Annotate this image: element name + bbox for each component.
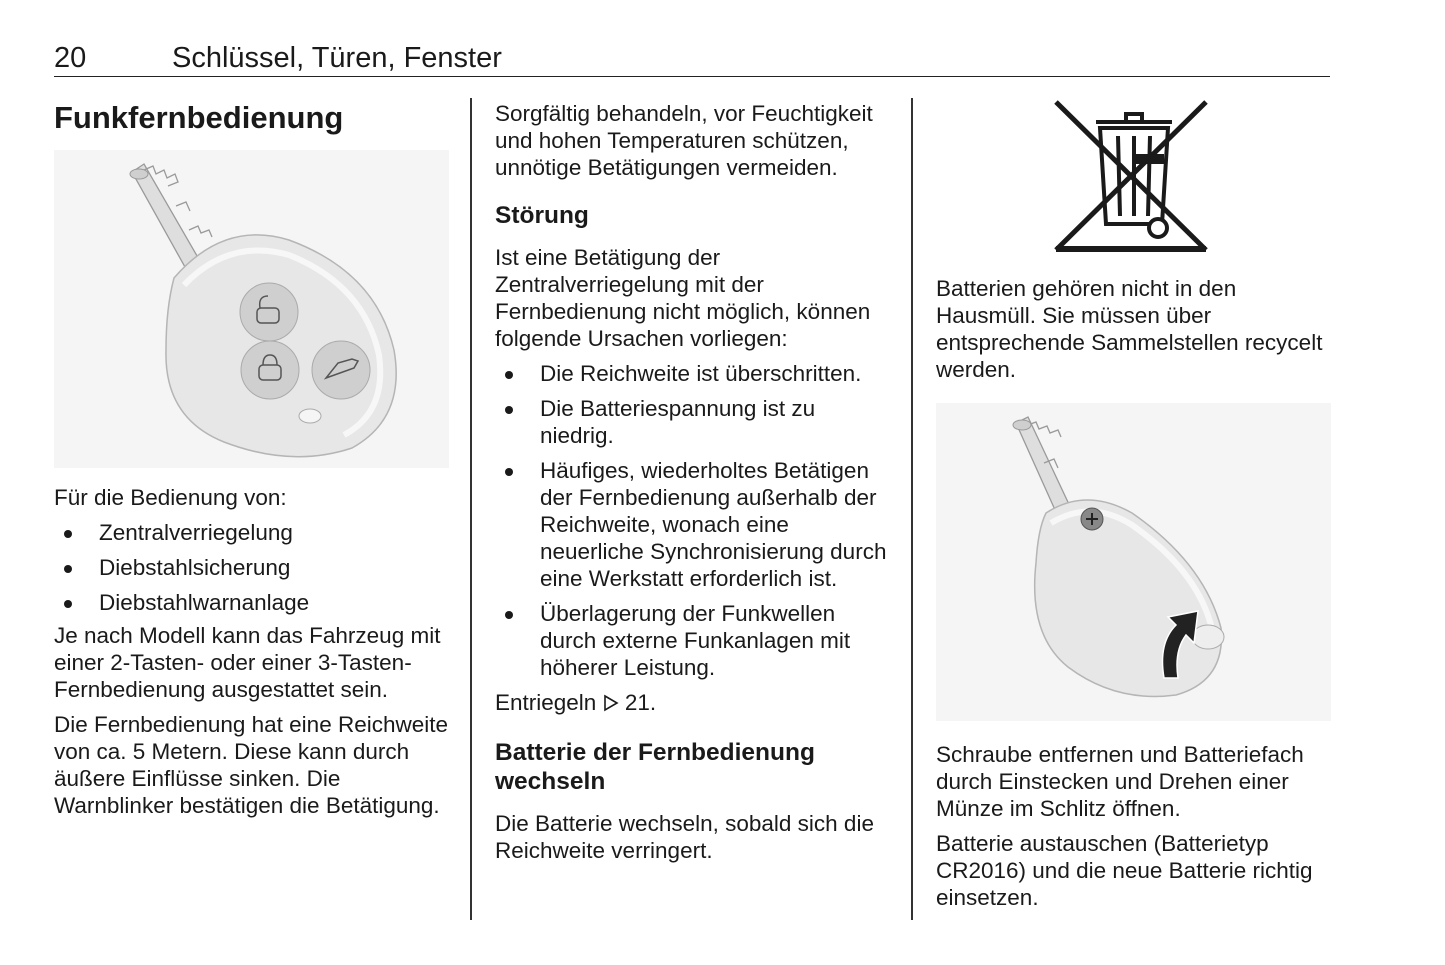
bullet-icon [505,371,513,379]
crossed-bin-icon [1054,100,1214,258]
column-2 [495,100,890,864]
list-item: Häufiges, wiederholtes Betätigen der Fernbedienung außerhalb der Reichweite, wonach eine neuerliche Synchronisierung durch eine Werkstatt erforderlich ist. [495,457,890,592]
section-title: Funkfernbedienung [54,100,344,135]
bullet-icon [64,565,72,573]
column-1 [54,100,449,819]
function-list [54,519,449,616]
chapter-title: Schlüssel, Türen, Fenster [172,42,502,74]
disposal-symbol [936,100,1331,260]
paragraph: Sorgfältig behandeln, vor Feuchtigkeit und hohen Temperaturen schützen, unnötige Betätigungen vermeiden. [495,101,873,180]
section-heading: Batterie der Fernbedienung wechseln [495,739,815,795]
list-item: Die Batteriespannung ist zu niedrig. [495,395,890,449]
paragraph: Schraube entfernen und Batteriefach durch Einstecken und Drehen einer Münze im Schlitz öffnen. [936,742,1304,821]
paragraph: Ist eine Betätigung der Zentralverriegelung mit der Fernbedienung nicht möglich, können folgende Ursachen vorliegen: [495,245,871,351]
page-header [54,40,1330,77]
bullet-icon [505,468,513,476]
paragraph: Die Fernbedienung hat eine Reichweite von ca. 5 Metern. Diese kann durch äußere Einflüsse sinken. Die Warnblinker bestätigen die Betätigung. [54,712,449,818]
column-divider [470,98,472,920]
page-number: 20 [54,42,87,74]
paragraph: Je nach Modell kann das Fahrzeug mit einer 2-Tasten- oder einer 3-Tasten-Fernbedienung ausgestattet sein. [54,623,441,702]
bullet-icon [505,406,513,414]
paragraph: Die Batterie wechseln, sobald sich die Reichweite verringert. [495,811,874,863]
paragraph: Batterien gehören nicht in den Hausmüll. Sie müssen über entsprechende Sammelstellen recycelt werden. [936,276,1323,382]
column-divider [911,98,913,920]
paragraph: Batterie austauschen (Batterietyp CR2016) und die neue Batterie richtig einsetzen. [936,831,1313,910]
column-3 [936,100,1331,911]
page-reference[interactable]: Entriegeln 21. [495,690,657,715]
list-item: Diebstahlwarnanlage [54,589,449,616]
list-item: Die Reichweite ist überschritten. [495,360,890,387]
bullet-icon [505,611,513,619]
list-item: Diebstahlsicherung [54,554,449,581]
bullet-icon [64,600,72,608]
list-item: Zentralverriegelung [54,519,449,546]
page-reference-arrow-icon [603,694,619,712]
section-heading: Störung [495,202,589,229]
bullet-icon [64,530,72,538]
list-item: Überlagerung der Funkwellen durch externe Funkanlagen mit höherer Leistung. [495,600,890,681]
cause-list [495,360,890,681]
battery-cover-image [936,403,1331,721]
remote-key-image [54,150,449,468]
intro-text: Für die Bedienung von: [54,485,287,510]
